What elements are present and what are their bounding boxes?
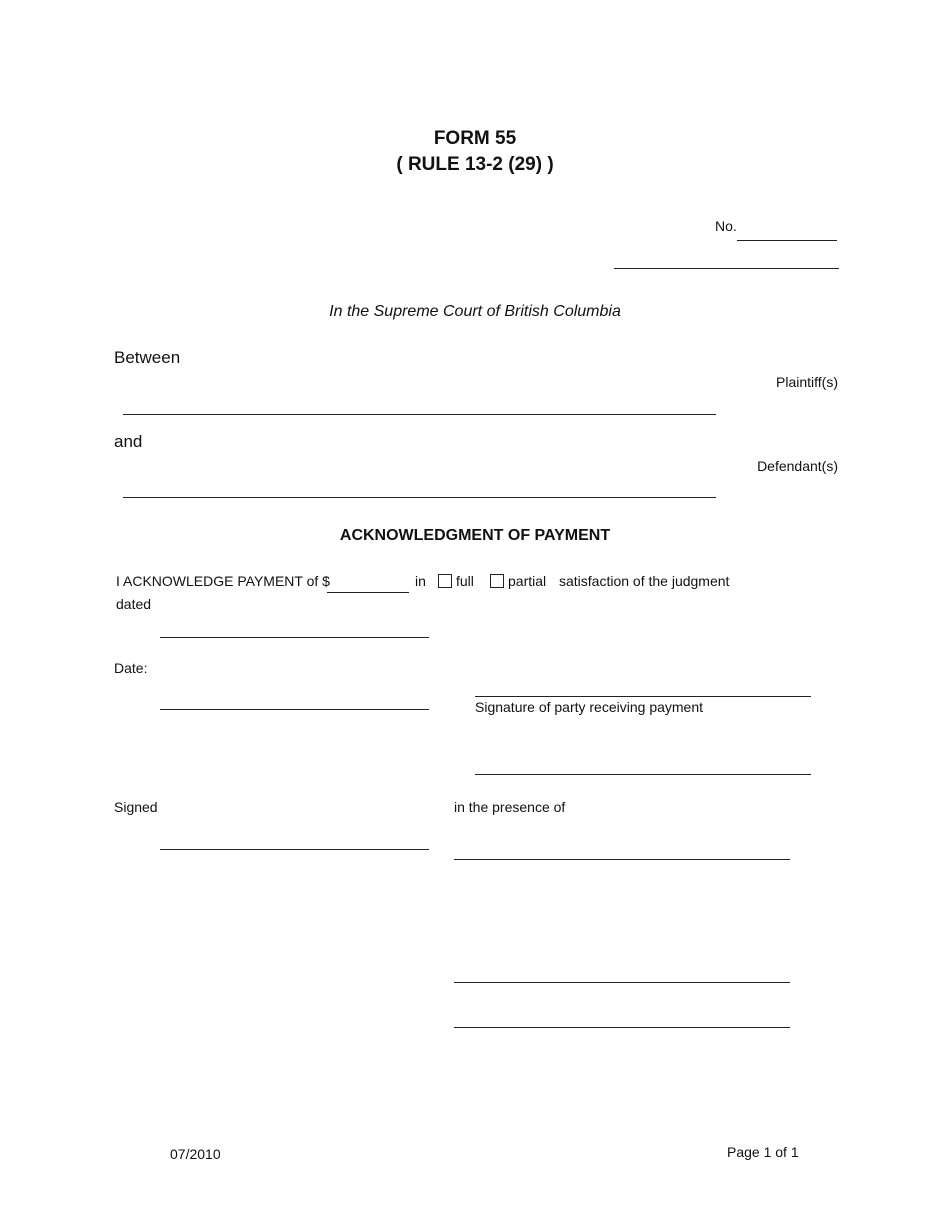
dated-label: dated <box>116 596 152 612</box>
signed-field[interactable] <box>160 849 429 850</box>
full-checkbox[interactable] <box>438 574 452 588</box>
date-label: Date: <box>114 660 148 676</box>
witness-name-field[interactable] <box>454 982 790 983</box>
and-label: and <box>114 432 143 451</box>
full-label: full <box>456 573 474 589</box>
page-number: Page 1 of 1 <box>727 1144 799 1160</box>
section-heading: ACKNOWLEDGMENT OF PAYMENT <box>339 527 611 544</box>
revision-date: 07/2010 <box>170 1146 221 1162</box>
witness-address-field[interactable] <box>454 1027 790 1028</box>
in-label: in <box>415 573 426 589</box>
presence-label: in the presence of <box>454 799 566 815</box>
amount-field[interactable] <box>327 592 409 593</box>
plaintiff-label: Plaintiff(s) <box>776 374 838 390</box>
defendant-label: Defendant(s) <box>757 458 838 474</box>
plaintiff-field[interactable] <box>123 414 716 415</box>
defendant-field[interactable] <box>123 497 716 498</box>
partial-checkbox[interactable] <box>490 574 504 588</box>
file-number-label: No. <box>715 218 737 234</box>
form-rule: ( RULE 13-2 (29) ) <box>396 154 554 175</box>
signature-label: Signature of party receiving payment <box>475 699 704 715</box>
satisfaction-text: satisfaction of the judgment <box>559 573 730 589</box>
judgment-date-field[interactable] <box>160 637 429 638</box>
name-field[interactable] <box>475 774 811 775</box>
court-name: In the Supreme Court of British Columbia <box>329 303 621 320</box>
registry-field[interactable] <box>614 268 839 269</box>
form-title: FORM 55 <box>433 128 517 149</box>
ack-text: I ACKNOWLEDGE PAYMENT of $ <box>116 573 330 589</box>
partial-label: partial <box>508 573 547 589</box>
between-label: Between <box>114 348 181 367</box>
date-field[interactable] <box>160 709 429 710</box>
file-number-field[interactable] <box>737 240 837 241</box>
signature-field[interactable] <box>475 696 811 697</box>
signed-label: Signed <box>114 799 158 815</box>
witness-signature-field[interactable] <box>454 859 790 860</box>
